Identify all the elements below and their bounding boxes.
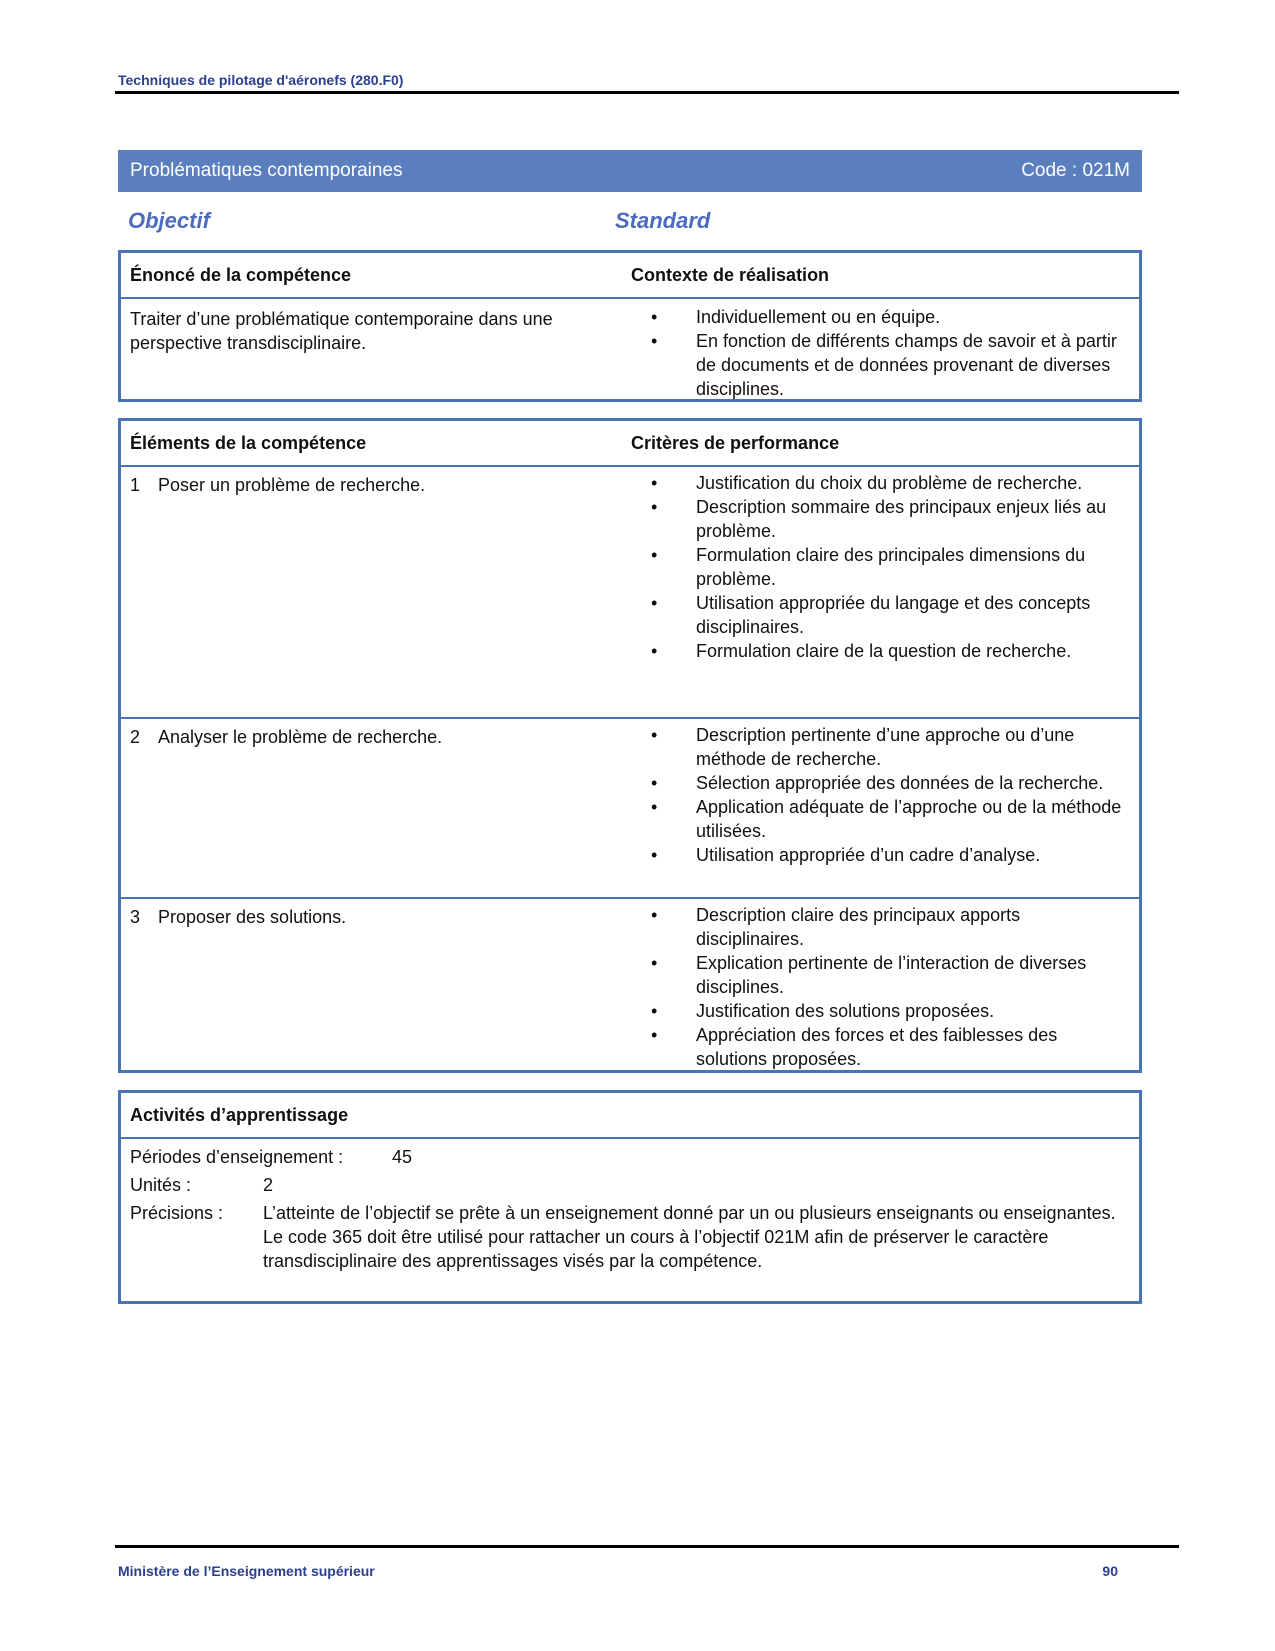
list-item: • Explication pertinente de l’interaction de diverses disciplines. xyxy=(631,951,1131,999)
competence-box xyxy=(118,250,1142,402)
elements-box xyxy=(118,418,1142,1073)
table-row xyxy=(121,899,1139,1077)
list-item: • Application adéquate de l’approche ou de la méthode utilisées. xyxy=(631,795,1131,843)
unites-value: 2 xyxy=(263,1175,274,1195)
label-objectif: Objectif xyxy=(128,208,210,233)
list-item: • Utilisation appropriée du langage et des concepts disciplinaires. xyxy=(631,591,1131,639)
label-standard: Standard xyxy=(615,208,711,233)
element-number: 3 xyxy=(130,907,141,927)
list-item: • Formulation claire des principales dimensions du problème. xyxy=(631,543,1131,591)
activites-box xyxy=(118,1090,1142,1304)
list-item: • Appréciation des forces et des faiblesses des solutions proposées. xyxy=(631,1023,1131,1071)
list-item: • En fonction de différents champs de savoir et à partir de documents et de données provenant de diverses disciplines. xyxy=(631,329,1131,401)
activites-body xyxy=(121,1139,1139,1287)
precisions-label: Précisions : xyxy=(130,1203,224,1223)
competence-statement: Traiter d’une problématique contemporaine dans une perspective transdisciplinaire. xyxy=(130,309,553,353)
precision-paragraph: L’atteinte de l’objectif se prête à un enseignement donné par un ou plusieurs enseignants ou enseignantes. xyxy=(263,1203,1116,1223)
footer-rule xyxy=(115,1545,1179,1548)
banner-title: Problématiques contemporaines xyxy=(130,160,403,181)
criteres-heading: Critères de performance xyxy=(631,432,840,453)
periodes-value: 45 xyxy=(392,1147,413,1167)
section-banner xyxy=(118,150,1142,192)
element-number: 1 xyxy=(130,475,141,495)
criteria-list xyxy=(631,471,1131,663)
list-item: • Justification des solutions proposées. xyxy=(631,999,1131,1023)
element-text: Poser un problème de recherche. xyxy=(158,475,426,495)
running-footer xyxy=(118,1563,1118,1579)
enonce-heading: Énoncé de la compétence xyxy=(130,264,352,285)
activites-box-head xyxy=(121,1093,1139,1139)
list-item: • Description claire des principaux apports disciplinaires. xyxy=(631,903,1131,951)
header-rule xyxy=(115,91,1179,94)
table-row xyxy=(121,719,1139,899)
element-text: Proposer des solutions. xyxy=(158,907,347,927)
list-item: • Utilisation appropriée d’un cadre d’analyse. xyxy=(631,843,1131,867)
element-text: Analyser le problème de recherche. xyxy=(158,727,443,747)
criteria-list xyxy=(631,903,1131,1071)
list-item: • Individuellement ou en équipe. xyxy=(631,305,1131,329)
banner-code: Code : 021M xyxy=(1021,160,1130,181)
contexte-heading: Contexte de réalisation xyxy=(631,264,830,285)
elements-heading: Éléments de la compétence xyxy=(130,432,367,453)
table-row xyxy=(121,467,1139,719)
running-header: Techniques de pilotage d'aéronefs (280.F0) xyxy=(118,72,404,88)
page-number: 90 xyxy=(1102,1563,1118,1579)
list-item: • Justification du choix du problème de recherche. xyxy=(631,471,1131,495)
unites-label: Unités : xyxy=(130,1175,192,1195)
elements-box-head xyxy=(121,421,1139,467)
periodes-line xyxy=(130,1145,1130,1169)
periodes-label: Périodes d’enseignement : xyxy=(130,1147,344,1167)
competence-row xyxy=(121,299,1139,407)
competence-box-head xyxy=(121,253,1139,299)
criteria-list xyxy=(631,723,1131,867)
list-item: • Description pertinente d’une approche ou d’une méthode de recherche. xyxy=(631,723,1131,771)
list-item: • Sélection appropriée des données de la recherche. xyxy=(631,771,1131,795)
contexte-list xyxy=(631,305,1131,401)
list-item: • Description sommaire des principaux enjeux liés au problème. xyxy=(631,495,1131,543)
precision-paragraph: Le code 365 doit être utilisé pour rattacher un cours à l’objectif 021M afin de préserver le caractère transdisciplinaire des apprentissages visés par la compétence. xyxy=(263,1227,1049,1271)
element-number: 2 xyxy=(130,727,141,747)
unites-line xyxy=(130,1173,1130,1197)
list-item: • Formulation claire de la question de recherche. xyxy=(631,639,1131,663)
activites-heading: Activités d’apprentissage xyxy=(130,1104,349,1125)
precisions-line xyxy=(130,1201,1130,1273)
footer-publisher: Ministère de l’Enseignement supérieur xyxy=(118,1563,375,1579)
